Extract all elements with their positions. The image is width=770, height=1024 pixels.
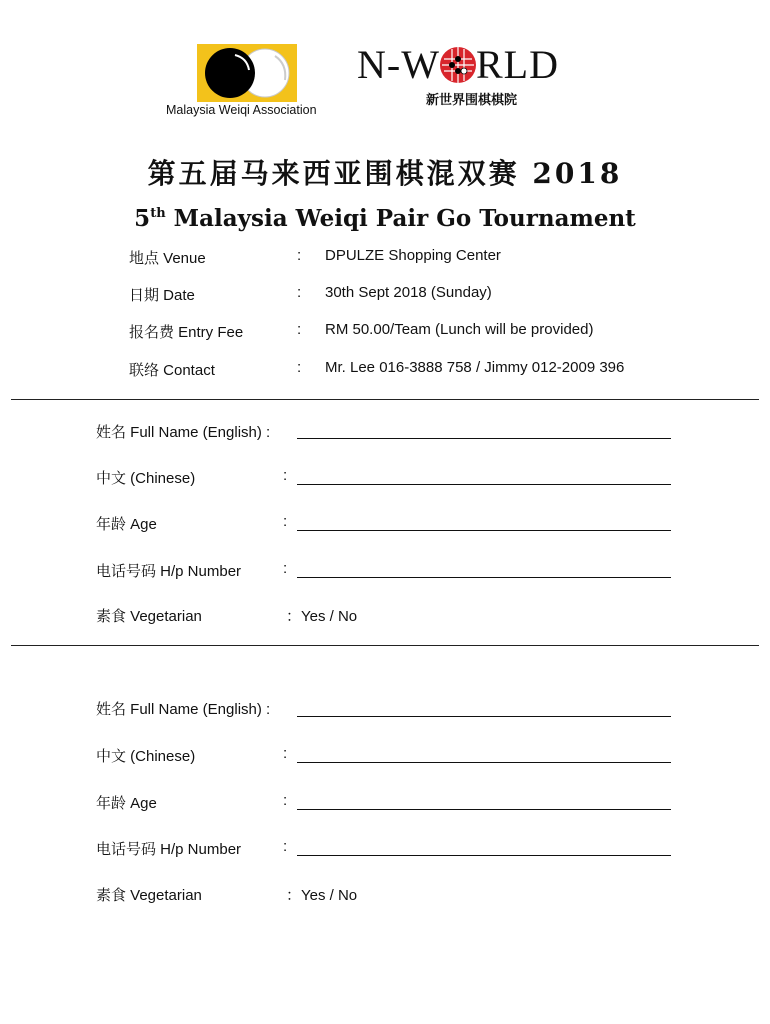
divider — [11, 399, 759, 400]
phone-label: 电话号码 H/p Number — [96, 841, 242, 858]
chinese-name-label: 中文 (Chinese) — [96, 748, 196, 765]
vegetarian-options[interactable]: ：Yes / No — [286, 887, 358, 904]
age-label: 年龄 Age — [96, 516, 157, 533]
entry-fee-colon: : — [297, 321, 302, 338]
contact-label: 联络 Contact — [129, 362, 215, 379]
phone-field[interactable] — [297, 577, 671, 578]
mwa-name: Malaysia Weiqi Association — [166, 103, 317, 117]
chinese-name-colon: : — [283, 745, 288, 762]
chinese-name-field[interactable] — [297, 484, 671, 485]
nworld-logo — [357, 42, 559, 87]
title-english — [0, 205, 770, 232]
phone-colon: : — [283, 838, 288, 855]
title-number: 5 — [134, 205, 151, 232]
vegetarian-options[interactable]: ：Yes / No — [286, 608, 358, 625]
age-field[interactable] — [297, 809, 671, 810]
phone-colon: : — [283, 560, 288, 577]
contact-value: Mr. Lee 016-3888 758 / Jimmy 012-2009 396 — [325, 359, 625, 376]
venue-label: 地点 Venue — [129, 250, 206, 267]
venue-colon: : — [297, 247, 302, 264]
age-colon: : — [283, 792, 288, 809]
date-value: 30th Sept 2018 (Sunday) — [325, 284, 492, 301]
full-name-field[interactable] — [297, 438, 671, 439]
contact-colon: : — [297, 359, 302, 376]
nworld-text-left: N-W — [357, 42, 440, 87]
date-colon: : — [297, 284, 302, 301]
nworld-chinese-name: 新世界围棋棋院 — [426, 93, 518, 108]
age-label: 年龄 Age — [96, 795, 157, 812]
mwa-logo — [197, 44, 297, 102]
vegetarian-label: 素食 Vegetarian — [96, 608, 202, 625]
venue-value: DPULZE Shopping Center — [325, 247, 501, 264]
age-field[interactable] — [297, 530, 671, 531]
chinese-name-field[interactable] — [297, 762, 671, 763]
divider — [11, 645, 759, 646]
full-name-field[interactable] — [297, 716, 671, 717]
chinese-name-label: 中文 (Chinese) — [96, 470, 196, 487]
full-name-label: 姓名 Full Name (English) : — [96, 701, 271, 718]
entry-fee-value: RM 50.00/Team (Lunch will be provided) — [325, 321, 594, 338]
weiqi-stones-icon — [197, 44, 297, 102]
full-name-label: 姓名 Full Name (English) : — [96, 424, 271, 441]
vegetarian-label: 素食 Vegetarian — [96, 887, 202, 904]
entry-fee-label: 报名费 Entry Fee — [129, 324, 244, 341]
date-label: 日期 Date — [129, 287, 195, 304]
phone-label: 电话号码 H/p Number — [96, 563, 242, 580]
title-text: Malaysia Weiqi Pair Go Tournament — [165, 205, 636, 232]
age-colon: : — [283, 513, 288, 530]
title-superscript: th — [150, 206, 166, 221]
nworld-text-right: RLD — [475, 42, 559, 87]
phone-field[interactable] — [297, 855, 671, 856]
title-chinese: 第五届马来西亚围棋混双赛 2018 — [147, 157, 623, 190]
globe-icon — [438, 45, 478, 85]
chinese-name-colon: : — [283, 467, 288, 484]
